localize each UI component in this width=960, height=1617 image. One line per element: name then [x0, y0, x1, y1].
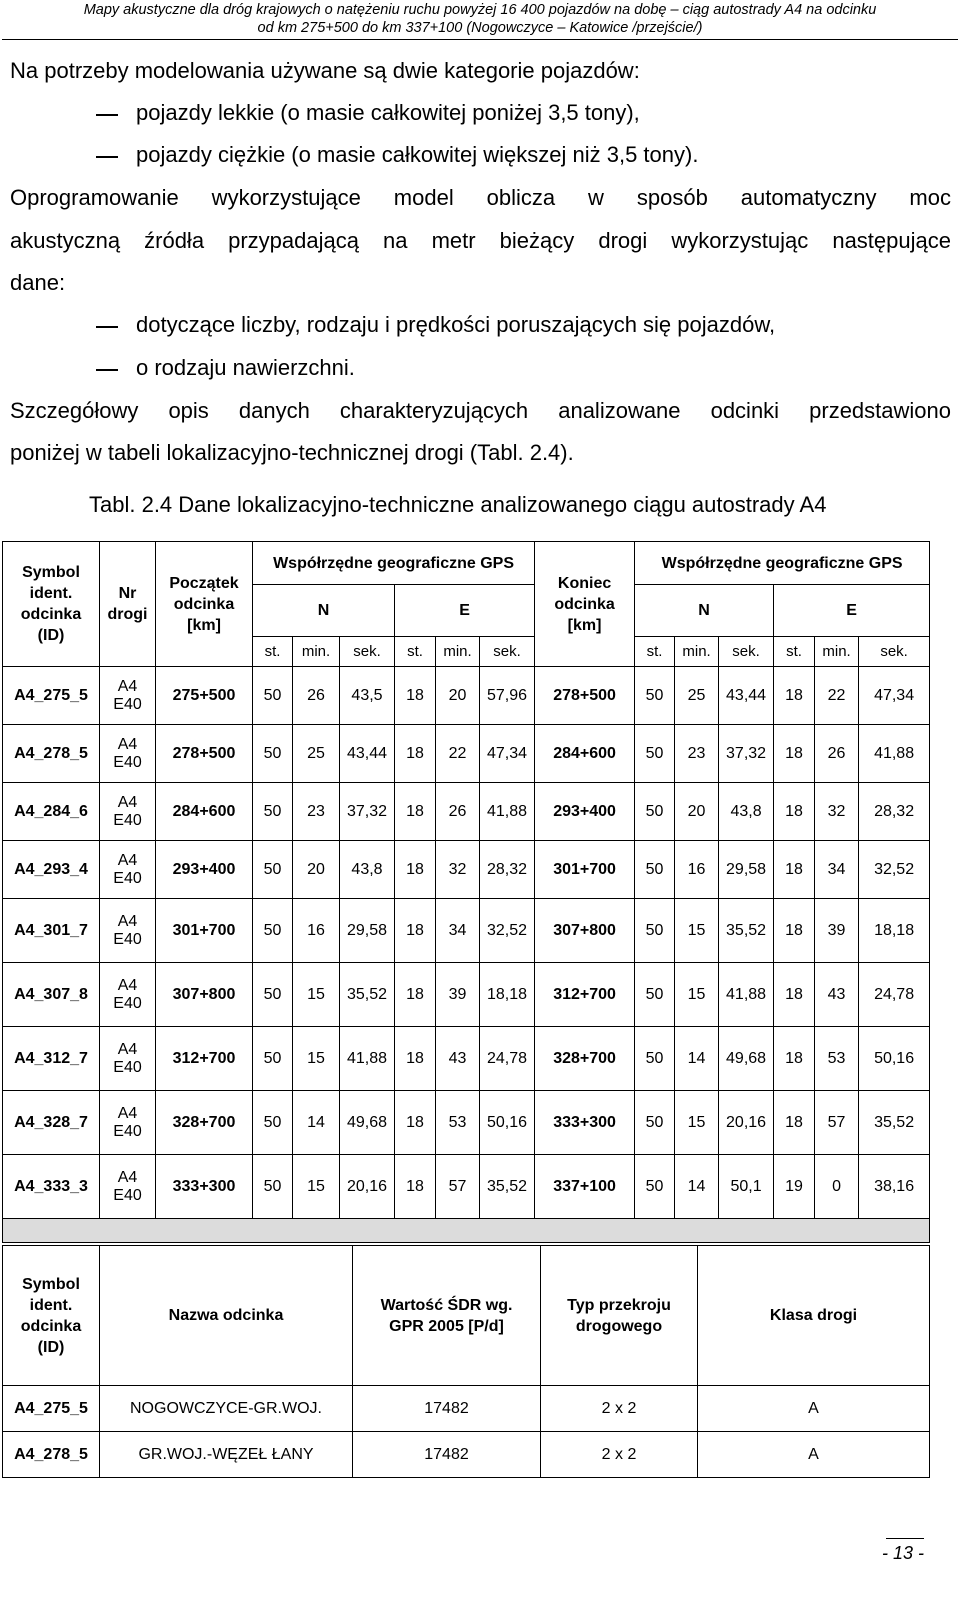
start-e-cell: 18	[395, 899, 436, 963]
table-separator-row	[3, 1219, 930, 1243]
segment-id-cell: A4_275_5	[3, 667, 100, 725]
end-e-cell: 18	[774, 899, 815, 963]
start-e-cell: 18	[395, 667, 436, 725]
end-n-cell: 50	[635, 725, 675, 783]
col-header-n: N	[253, 585, 395, 637]
end-km-cell: 278+500	[535, 667, 635, 725]
start-n-cell: 50	[253, 1091, 293, 1155]
table-row	[3, 1155, 930, 1219]
col-header-deg: st.	[635, 637, 675, 667]
page-number: - 13 -	[881, 1543, 924, 1563]
dash-bullet-icon	[96, 114, 118, 116]
end-n-cell: 43,8	[719, 783, 774, 841]
header-rule	[2, 39, 958, 40]
intro-text: Na potrzeby modelowania używane są dwie kategorie pojazdów:	[10, 58, 640, 83]
end-e-cell: 26	[815, 725, 859, 783]
col-header-segment-name: Nazwa odcinka	[100, 1246, 353, 1386]
road-number-cell: A4 E40	[100, 841, 156, 899]
start-km-cell: 328+700	[156, 1091, 253, 1155]
start-n-cell: 43,5	[340, 667, 395, 725]
col-header-min: min.	[436, 637, 480, 667]
col-header-symbol: Symbol ident. odcinka (ID)	[3, 1246, 100, 1386]
traffic-table	[2, 1245, 930, 1478]
start-e-cell: 26	[436, 783, 480, 841]
end-e-cell: 18	[774, 783, 815, 841]
end-n-cell: 15	[675, 1091, 719, 1155]
table-row	[3, 1386, 930, 1432]
end-km-cell: 312+700	[535, 963, 635, 1027]
location-table	[2, 541, 930, 1243]
end-n-cell: 43,44	[719, 667, 774, 725]
end-n-cell: 16	[675, 841, 719, 899]
segment-id-cell: A4_278_5	[3, 725, 100, 783]
start-km-cell: 293+400	[156, 841, 253, 899]
start-n-cell: 50	[253, 899, 293, 963]
col-header-n: N	[635, 585, 774, 637]
end-n-cell: 50	[635, 1091, 675, 1155]
start-n-cell: 50	[253, 725, 293, 783]
col-header-min: min.	[675, 637, 719, 667]
end-e-cell: 35,52	[859, 1091, 930, 1155]
start-n-cell: 41,88	[340, 1027, 395, 1091]
start-e-cell: 22	[436, 725, 480, 783]
road-number-cell: A4 E40	[100, 899, 156, 963]
start-n-cell: 15	[293, 1027, 340, 1091]
start-km-cell: 278+500	[156, 725, 253, 783]
start-n-cell: 50	[253, 783, 293, 841]
end-n-cell: 50	[635, 963, 675, 1027]
start-e-cell: 18	[395, 1091, 436, 1155]
bullet-surface-data: o rodzaju nawierzchni.	[136, 355, 355, 380]
segment-id-cell: A4_275_5	[3, 1386, 100, 1432]
col-header-sdr: Wartość ŚDR wg. GPR 2005 [P/d]	[353, 1246, 541, 1386]
start-e-cell: 57	[436, 1155, 480, 1219]
start-e-cell: 47,34	[480, 725, 535, 783]
end-n-cell: 37,32	[719, 725, 774, 783]
start-n-cell: 23	[293, 783, 340, 841]
col-header-deg: st.	[253, 637, 293, 667]
end-n-cell: 23	[675, 725, 719, 783]
end-km-cell: 333+300	[535, 1091, 635, 1155]
end-e-cell: 47,34	[859, 667, 930, 725]
start-n-cell: 49,68	[340, 1091, 395, 1155]
start-km-cell: 312+700	[156, 1027, 253, 1091]
road-class-cell: A	[698, 1386, 930, 1432]
start-e-cell: 35,52	[480, 1155, 535, 1219]
end-n-cell: 25	[675, 667, 719, 725]
end-e-cell: 18	[774, 725, 815, 783]
start-e-cell: 57,96	[480, 667, 535, 725]
paragraph-1-line-1: Oprogramowanie wykorzystujące model oblicza w sposób automatyczny moc	[10, 185, 951, 210]
end-km-cell: 328+700	[535, 1027, 635, 1091]
segment-id-cell: A4_333_3	[3, 1155, 100, 1219]
header-line-2: od km 275+500 do km 337+100 (Nogowczyce – Katowice /przejście/)	[257, 20, 703, 36]
end-e-cell: 22	[815, 667, 859, 725]
end-n-cell: 50	[635, 841, 675, 899]
sdr-value-cell: 17482	[353, 1432, 541, 1478]
end-n-cell: 50	[635, 667, 675, 725]
end-n-cell: 14	[675, 1155, 719, 1219]
table-row	[3, 1027, 930, 1091]
start-e-cell: 18	[395, 725, 436, 783]
segment-id-cell: A4_284_6	[3, 783, 100, 841]
road-class-cell: A	[698, 1432, 930, 1478]
segment-id-cell: A4_278_5	[3, 1432, 100, 1478]
end-n-cell: 41,88	[719, 963, 774, 1027]
segment-name-cell: NOGOWCZYCE-GR.WOJ.	[100, 1386, 353, 1432]
end-e-cell: 18	[774, 1027, 815, 1091]
end-e-cell: 32,52	[859, 841, 930, 899]
col-header-road-class: Klasa drogi	[698, 1246, 930, 1386]
segment-id-cell: A4_307_8	[3, 963, 100, 1027]
end-km-cell: 307+800	[535, 899, 635, 963]
dash-bullet-icon	[96, 369, 118, 371]
start-e-cell: 18	[395, 841, 436, 899]
start-e-cell: 20	[436, 667, 480, 725]
end-e-cell: 18	[774, 667, 815, 725]
start-n-cell: 20,16	[340, 1155, 395, 1219]
dash-bullet-icon	[96, 156, 118, 158]
col-header-cross-section: Typ przekroju drogowego	[541, 1246, 698, 1386]
col-header-sec: sek.	[859, 637, 930, 667]
col-header-e: E	[774, 585, 930, 637]
end-n-cell: 35,52	[719, 899, 774, 963]
start-n-cell: 43,44	[340, 725, 395, 783]
sdr-value-cell: 17482	[353, 1386, 541, 1432]
end-e-cell: 32	[815, 783, 859, 841]
road-number-cell: A4 E40	[100, 1091, 156, 1155]
start-km-cell: 284+600	[156, 783, 253, 841]
road-number-cell: A4 E40	[100, 725, 156, 783]
paragraph-1-line-2: akustyczną źródła przypadającą na metr bieżący drogi wykorzystując następujące	[10, 228, 951, 253]
end-n-cell: 50	[635, 1027, 675, 1091]
start-km-cell: 301+700	[156, 899, 253, 963]
segment-id-cell: A4_293_4	[3, 841, 100, 899]
bullet-heavy-vehicles: pojazdy ciężkie (o masie całkowitej większej niż 3,5 tony).	[136, 142, 699, 167]
bullet-light-vehicles: pojazdy lekkie (o masie całkowitej poniżej 3,5 tony),	[136, 100, 640, 125]
start-e-cell: 41,88	[480, 783, 535, 841]
start-e-cell: 50,16	[480, 1091, 535, 1155]
col-header-symbol: Symbol ident. odcinka (ID)	[3, 542, 100, 667]
location-table-body	[3, 667, 930, 1219]
header-line-1: Mapy akustyczne dla dróg krajowych o natężeniu ruchu powyżej 16 400 pojazdów na dobę – ciąg autostrady A4 na odcinku	[83, 2, 877, 18]
table-caption: Tabl. 2.4 Dane lokalizacyjno-techniczne analizowanego ciągu autostrady A4	[89, 492, 827, 517]
end-e-cell: 57	[815, 1091, 859, 1155]
segment-id-cell: A4_328_7	[3, 1091, 100, 1155]
start-n-cell: 43,8	[340, 841, 395, 899]
table-row	[3, 841, 930, 899]
end-n-cell: 20,16	[719, 1091, 774, 1155]
bullet-traffic-data: dotyczące liczby, rodzaju i prędkości poruszających się pojazdów,	[136, 312, 776, 337]
start-e-cell: 34	[436, 899, 480, 963]
end-e-cell: 24,78	[859, 963, 930, 1027]
start-km-cell: 275+500	[156, 667, 253, 725]
start-n-cell: 26	[293, 667, 340, 725]
paragraph-2-line-2: poniżej w tabeli lokalizacyjno-technicznej drogi (Tabl. 2.4).	[10, 440, 574, 465]
col-header-deg: st.	[395, 637, 436, 667]
table-row	[3, 667, 930, 725]
end-km-cell: 284+600	[535, 725, 635, 783]
end-e-cell: 38,16	[859, 1155, 930, 1219]
end-e-cell: 43	[815, 963, 859, 1027]
end-km-cell: 301+700	[535, 841, 635, 899]
segment-id-cell: A4_301_7	[3, 899, 100, 963]
col-header-min: min.	[293, 637, 340, 667]
start-e-cell: 32,52	[480, 899, 535, 963]
end-km-cell: 337+100	[535, 1155, 635, 1219]
end-e-cell: 50,16	[859, 1027, 930, 1091]
start-n-cell: 15	[293, 963, 340, 1027]
page-header	[0, 0, 960, 40]
start-e-cell: 18	[395, 783, 436, 841]
cross-section-cell: 2 x 2	[541, 1432, 698, 1478]
col-header-gps-end: Współrzędne geograficzne GPS	[635, 542, 930, 585]
start-n-cell: 35,52	[340, 963, 395, 1027]
table-row	[3, 1091, 930, 1155]
paragraph-2-line-1: Szczegółowy opis danych charakteryzujących analizowane odcinki przedstawiono	[10, 398, 951, 423]
road-number-cell: A4 E40	[100, 1027, 156, 1091]
col-header-min: min.	[815, 637, 859, 667]
end-e-cell: 34	[815, 841, 859, 899]
start-n-cell: 16	[293, 899, 340, 963]
col-header-start-km: Początek odcinka [km]	[156, 542, 253, 667]
end-n-cell: 50	[635, 783, 675, 841]
road-number-cell: A4 E40	[100, 1155, 156, 1219]
start-n-cell: 50	[253, 1155, 293, 1219]
start-n-cell: 50	[253, 667, 293, 725]
segment-name-cell: GR.WOJ.-WĘZEŁ ŁANY	[100, 1432, 353, 1478]
cross-section-cell: 2 x 2	[541, 1386, 698, 1432]
separator-cell	[3, 1219, 930, 1243]
start-n-cell: 37,32	[340, 783, 395, 841]
road-number-cell: A4 E40	[100, 783, 156, 841]
end-km-cell: 293+400	[535, 783, 635, 841]
end-n-cell: 14	[675, 1027, 719, 1091]
col-header-gps-start: Współrzędne geograficzne GPS	[253, 542, 535, 585]
end-e-cell: 0	[815, 1155, 859, 1219]
end-n-cell: 50,1	[719, 1155, 774, 1219]
table-row	[3, 963, 930, 1027]
end-e-cell: 18	[774, 841, 815, 899]
col-header-deg: st.	[774, 637, 815, 667]
start-n-cell: 50	[253, 841, 293, 899]
start-km-cell: 307+800	[156, 963, 253, 1027]
end-n-cell: 49,68	[719, 1027, 774, 1091]
start-e-cell: 18,18	[480, 963, 535, 1027]
start-n-cell: 50	[253, 1027, 293, 1091]
end-n-cell: 50	[635, 899, 675, 963]
table-row	[3, 783, 930, 841]
end-n-cell: 15	[675, 963, 719, 1027]
col-header-sec: sek.	[719, 637, 774, 667]
end-e-cell: 28,32	[859, 783, 930, 841]
col-header-end-km: Koniec odcinka [km]	[535, 542, 635, 667]
end-n-cell: 29,58	[719, 841, 774, 899]
start-e-cell: 28,32	[480, 841, 535, 899]
start-n-cell: 15	[293, 1155, 340, 1219]
end-n-cell: 20	[675, 783, 719, 841]
col-header-sec: sek.	[480, 637, 535, 667]
start-e-cell: 53	[436, 1091, 480, 1155]
segment-id-cell: A4_312_7	[3, 1027, 100, 1091]
start-n-cell: 20	[293, 841, 340, 899]
col-header-sec: sek.	[340, 637, 395, 667]
end-e-cell: 53	[815, 1027, 859, 1091]
traffic-table-body	[3, 1386, 930, 1478]
start-n-cell: 14	[293, 1091, 340, 1155]
start-e-cell: 18	[395, 1027, 436, 1091]
paragraph-1-line-3: dane:	[10, 270, 66, 295]
end-n-cell: 15	[675, 899, 719, 963]
start-n-cell: 29,58	[340, 899, 395, 963]
start-e-cell: 43	[436, 1027, 480, 1091]
footer-rule	[886, 1538, 924, 1539]
end-n-cell: 50	[635, 1155, 675, 1219]
end-e-cell: 19	[774, 1155, 815, 1219]
start-e-cell: 32	[436, 841, 480, 899]
end-e-cell: 41,88	[859, 725, 930, 783]
start-e-cell: 39	[436, 963, 480, 1027]
col-header-e: E	[395, 585, 535, 637]
end-e-cell: 39	[815, 899, 859, 963]
start-e-cell: 24,78	[480, 1027, 535, 1091]
end-e-cell: 18,18	[859, 899, 930, 963]
dash-bullet-icon	[96, 326, 118, 328]
start-e-cell: 18	[395, 1155, 436, 1219]
col-header-road-number: Nr drogi	[100, 542, 156, 667]
start-km-cell: 333+300	[156, 1155, 253, 1219]
road-number-cell: A4 E40	[100, 963, 156, 1027]
road-number-cell: A4 E40	[100, 667, 156, 725]
table-row	[3, 725, 930, 783]
start-e-cell: 18	[395, 963, 436, 1027]
start-n-cell: 50	[253, 963, 293, 1027]
table-row	[3, 899, 930, 963]
table-row	[3, 1432, 930, 1478]
start-n-cell: 25	[293, 725, 340, 783]
end-e-cell: 18	[774, 1091, 815, 1155]
end-e-cell: 18	[774, 963, 815, 1027]
